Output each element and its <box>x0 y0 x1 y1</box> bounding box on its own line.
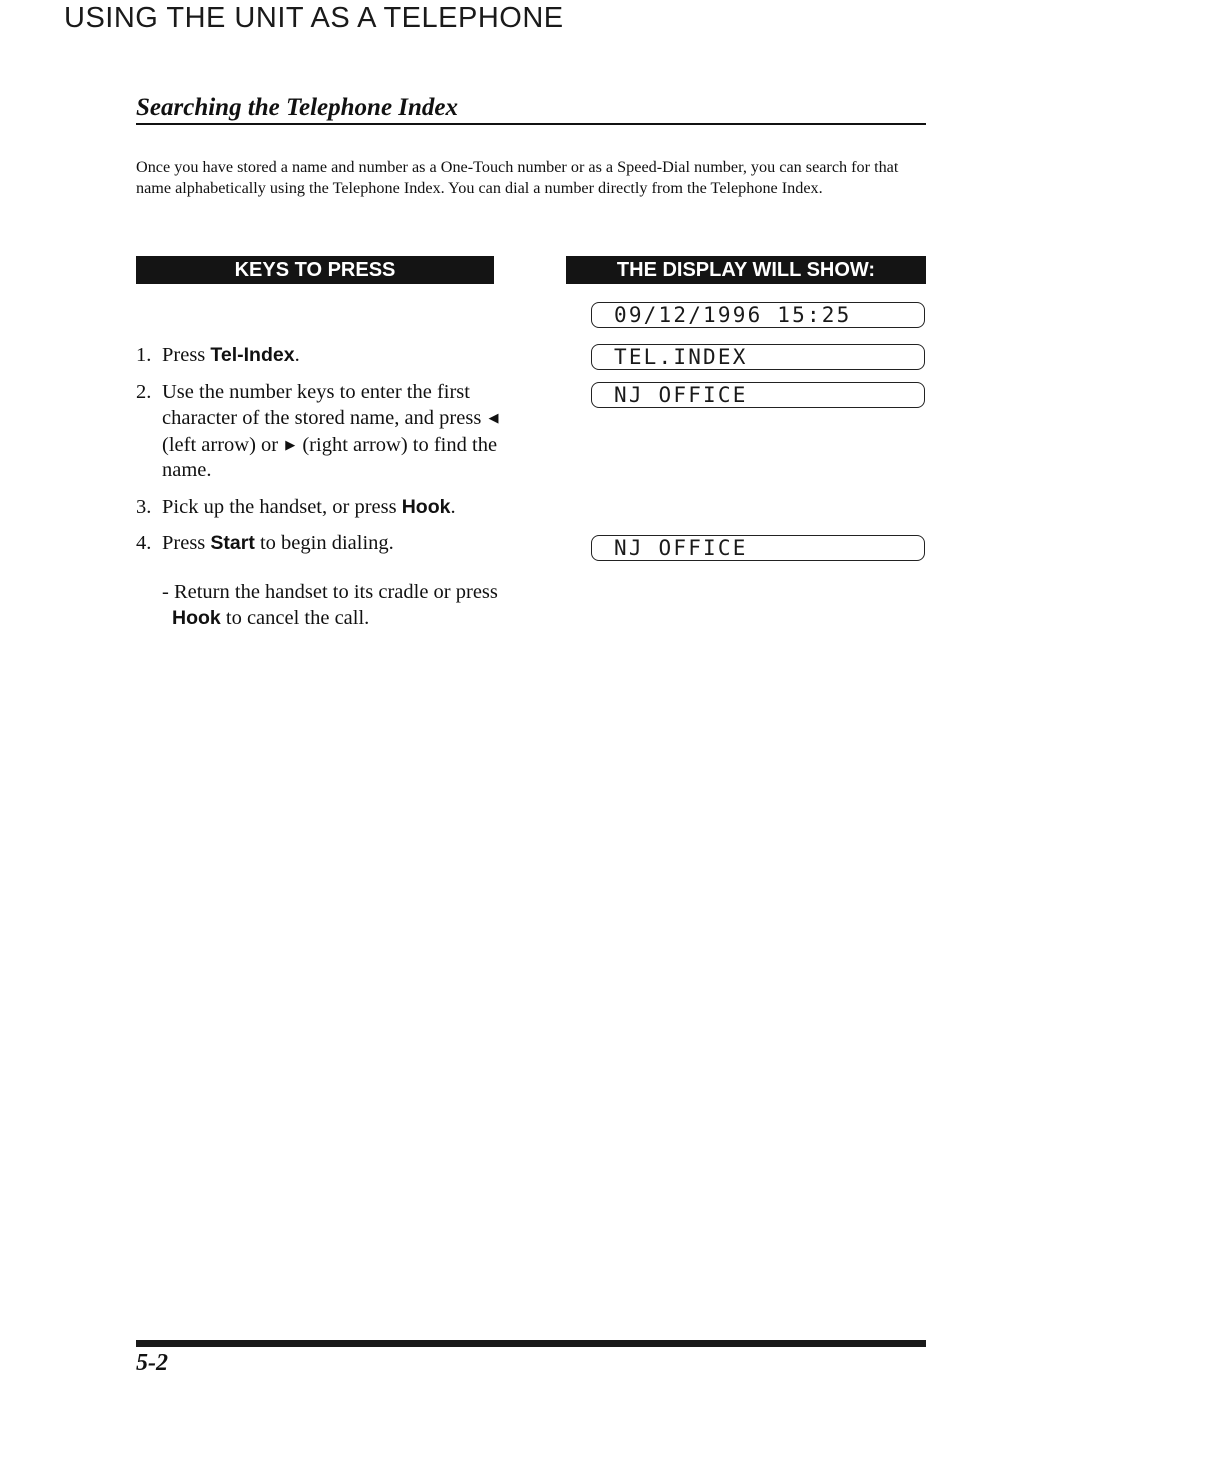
step-number: 3. <box>136 495 152 518</box>
step-text: Press <box>162 344 211 366</box>
step-text: to begin dialing. <box>254 532 394 554</box>
lcd-display-nj-office: NJ OFFICE <box>591 382 925 408</box>
hook-key: Hook <box>172 606 221 629</box>
tel-index-key: Tel-Index <box>210 344 295 366</box>
lcd-display-date-time: 09/12/1996 15:25 <box>591 302 925 328</box>
step-text: (left arrow) or <box>162 433 284 456</box>
intro-paragraph: Once you have stored a name and number as a One-Touch number or as a Speed-Dial number, you can search for that name alphabetically using the Telephone Index. You can dial a number directly from the Telephone Index. <box>136 158 899 197</box>
section-title: Searching the Telephone Index <box>136 94 926 125</box>
lcd-display-dialing: NJ OFFICE <box>591 535 925 561</box>
step-text: . <box>294 344 300 366</box>
steps-list <box>136 343 501 568</box>
step-number: 2. <box>136 380 152 403</box>
left-arrow-icon: ◀ <box>488 410 499 425</box>
step-text: (right arrow) to find the name. <box>162 433 498 481</box>
chapter-title: USING THE UNIT AS A TELEPHONE <box>64 2 564 34</box>
hook-key: Hook <box>401 495 451 518</box>
start-key: Start <box>210 532 255 554</box>
step-number: 1. <box>136 344 152 366</box>
step-2 <box>136 380 501 484</box>
step-1 <box>136 343 501 369</box>
step-text: . <box>450 495 456 518</box>
note-text: - Return the handset to its cradle or press <box>162 581 498 603</box>
step-text: Pick up the handset, or press <box>162 495 402 518</box>
keys-to-press-header: KEYS TO PRESS <box>136 256 494 284</box>
step-text: Use the number keys to enter the first character of the stored name, and press <box>162 380 487 429</box>
page-number: 5-2 <box>136 1350 168 1376</box>
right-arrow-icon: ▶ <box>285 436 296 452</box>
display-will-show-header: THE DISPLAY WILL SHOW: <box>566 256 926 284</box>
step-3 <box>136 495 501 521</box>
step-number: 4. <box>136 532 152 554</box>
lcd-display-tel-index: TEL.INDEX <box>591 344 925 370</box>
footer-rule <box>136 1340 926 1347</box>
step-4 <box>136 531 501 557</box>
step-text: Press <box>162 532 211 554</box>
cancel-call-note <box>160 580 512 631</box>
note-text: to cancel the call. <box>220 606 370 629</box>
